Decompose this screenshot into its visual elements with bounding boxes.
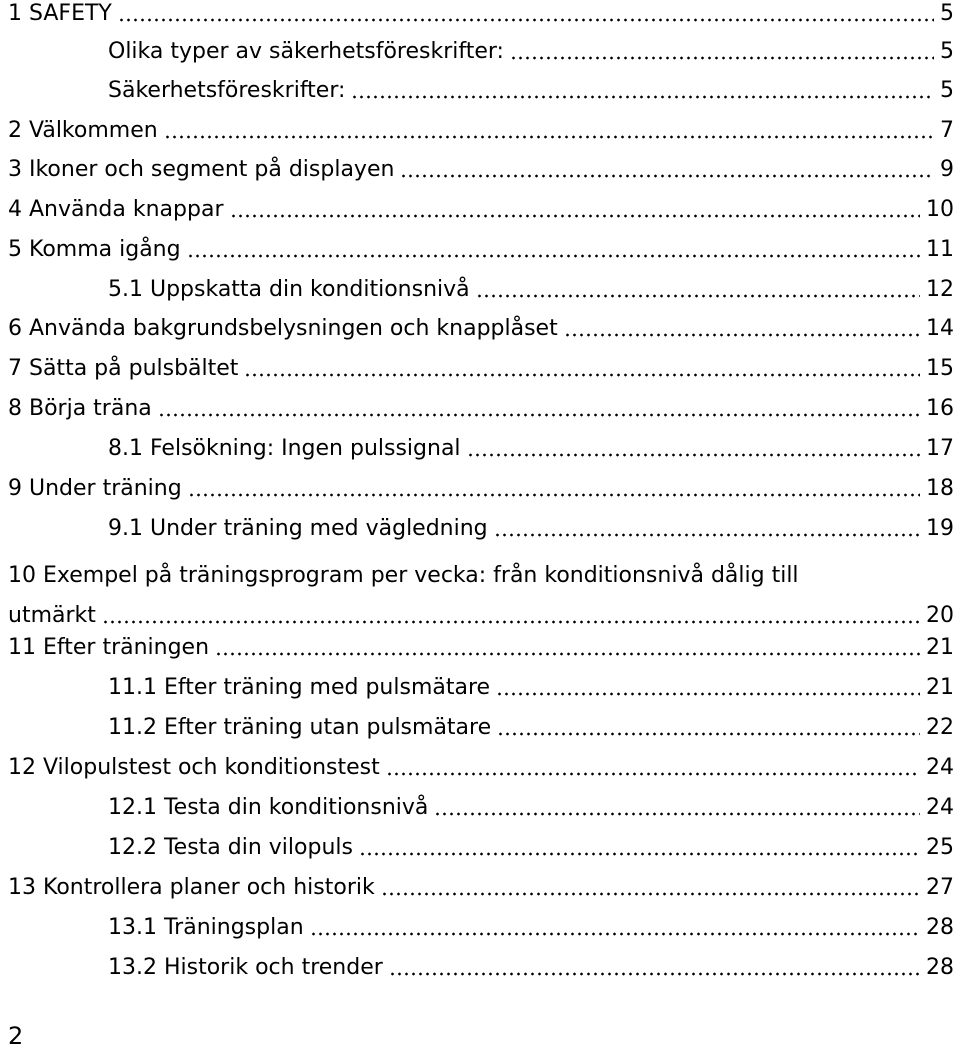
toc-entry-page: 24 [926,755,954,780]
toc-entry-label: 12 Vilopulstest och konditionstest [8,755,380,780]
toc-entry-label: 8 Börja träna [8,396,152,421]
toc-entry-label: 8.1 Felsökning: Ingen pulssignal [108,436,461,461]
toc-entry-med-pulsmatare[interactable] [108,674,954,702]
toc-entry-label: 1 SAFETY [8,1,112,26]
toc-entry-safety[interactable] [8,0,954,28]
dot-leader [386,772,920,776]
toc-entry-felsokning[interactable] [108,435,954,463]
toc-entry-page: 19 [926,516,954,541]
toc-entry-sakerhetsforeskrifter[interactable] [108,77,954,105]
toc-entry-page: 14 [926,316,954,341]
toc-entry-label: 11.1 Efter träning med pulsmätare [108,675,491,700]
toc-entry-page: 5 [940,78,954,103]
toc-entry-label: utmärkt [8,603,96,628]
toc-entry-page: 17 [926,436,954,461]
toc-entry-page: 5 [940,39,954,64]
dot-leader [188,493,920,497]
toc-entry-page: 11 [926,237,954,262]
dot-leader [564,333,920,337]
toc-entry-vilopulstest[interactable] [8,754,954,782]
toc-entry-label: 4 Använda knappar [8,197,224,222]
toc-entry-label: 3 Ikoner och segment på displayen [8,157,395,182]
dot-leader [494,533,920,537]
toc-entry-bakgrundsbelysning[interactable] [8,315,954,343]
toc-entry-valkommen[interactable] [8,117,954,145]
toc-entry-ikoner[interactable] [8,156,954,184]
toc-entry-page: 21 [926,635,954,660]
toc-entry-kontrollera-planer[interactable] [8,874,954,902]
toc-entry-page: 24 [926,795,954,820]
toc-entry-label: 2 Välkommen [8,118,158,143]
dot-leader [244,373,920,377]
toc-entry-label: Olika typer av säkerhetsföreskrifter: [108,39,504,64]
toc-entry-page: 22 [926,715,954,740]
toc-entry-page: 21 [926,675,954,700]
toc-entry-label: 5.1 Uppskatta din konditionsnivå [108,277,470,302]
dot-leader [496,692,920,696]
toc-entry-pulsbaltet[interactable] [8,355,954,383]
toc-entry-label: 12.2 Testa din vilopuls [108,835,353,860]
dot-leader [158,413,920,417]
toc-entry-exempel-line2 [8,602,954,630]
dot-leader [476,294,920,298]
dot-leader [230,214,921,218]
page-number: 2 [8,1022,24,1050]
dot-leader [467,453,920,457]
toc-entry-page: 9 [940,157,954,182]
dot-leader [187,254,920,258]
dot-leader [400,174,934,178]
toc-entry-label: 5 Komma igång [8,237,181,262]
toc-entry-label: Säkerhetsföreskrifter: [108,78,346,103]
toc-entry-uppskatta[interactable] [108,276,954,304]
toc-entry-label: 11.2 Efter träning utan pulsmätare [108,715,492,740]
toc-entry-page: 15 [926,356,954,381]
toc-entry-page: 28 [926,955,954,980]
toc-entry-label: 7 Sätta på pulsbältet [8,356,239,381]
toc-entry-page: 5 [940,1,954,26]
dot-leader [389,972,920,976]
dot-leader [497,732,920,736]
toc-entry-utan-pulsmatare[interactable] [108,714,954,742]
dot-leader [434,812,920,816]
dot-leader [102,620,920,624]
dot-leader [164,135,934,139]
toc-entry-under-traning[interactable] [8,475,954,503]
toc-entry-label: 9.1 Under träning med vägledning [108,516,488,541]
dot-leader [381,892,920,896]
toc-entry-efter-traningen[interactable] [8,634,954,662]
dot-leader [359,852,920,856]
dot-leader [118,18,934,22]
toc-entry-testa-vilopuls[interactable] [108,834,954,862]
dot-leader [215,652,920,656]
toc-entry-page: 12 [926,277,954,302]
toc-entry-label: 6 Använda bakgrundsbelysningen och knapplåset [8,316,558,341]
toc-entry-page: 27 [926,875,954,900]
toc-entry-page: 7 [940,118,954,143]
toc-entry-page: 25 [926,835,954,860]
dot-leader [510,56,934,60]
dot-leader [351,95,934,99]
toc-entry-label: 13 Kontrollera planer och historik [8,875,375,900]
toc-entry-label: 9 Under träning [8,476,182,501]
toc-entry-olika-typer[interactable] [108,38,954,66]
toc-entry-label: 13.1 Träningsplan [108,915,304,940]
toc-entry-page: 20 [926,603,954,628]
toc-entry-page: 10 [926,197,954,222]
toc-entry-vagledning[interactable] [108,515,954,543]
toc-entry-label: 13.2 Historik och trender [108,955,383,980]
toc-entry-historik[interactable] [108,954,954,982]
toc-entry-page: 18 [926,476,954,501]
dot-leader [310,932,920,936]
toc-entry-label-line1: 10 Exempel på träningsprogram per vecka: från konditionsnivå dålig till [8,563,799,588]
toc-entry-page: 28 [926,915,954,940]
toc-entry-traningsplan[interactable] [108,914,954,942]
toc-entry-testa-konditionsniva[interactable] [108,794,954,822]
toc-entry-label: 11 Efter träningen [8,635,210,660]
toc-entry-komma-igang[interactable] [8,236,954,264]
toc-entry-page: 16 [926,396,954,421]
toc-entry-label: 12.1 Testa din konditionsnivå [108,795,429,820]
toc-entry-borja-trana[interactable] [8,395,954,423]
toc-entry-exempel[interactable] [8,562,954,630]
toc-entry-anvanda-knappar[interactable] [8,196,954,224]
